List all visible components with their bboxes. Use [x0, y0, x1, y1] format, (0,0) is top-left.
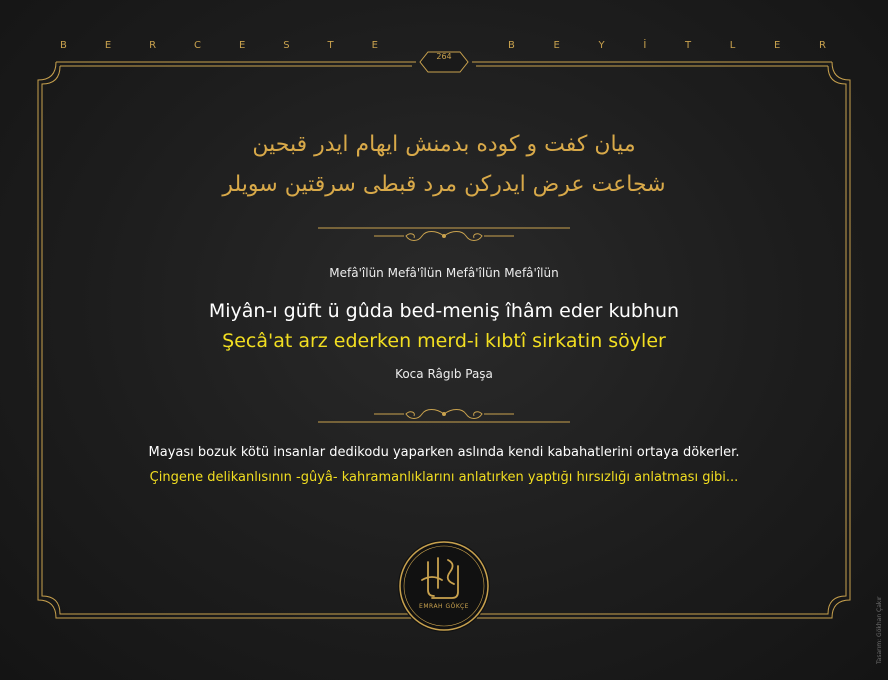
title-letter: L — [729, 40, 738, 51]
title-letter: T — [327, 40, 336, 51]
designer-credit: Tasarım: Gökhan Çakır — [876, 596, 883, 664]
title-letter: R — [818, 40, 828, 51]
calligraphy-logo — [398, 540, 490, 632]
verse-transliteration-line-2: Şecâ'at arz ederken merd-i kıbtî sirkatin söyler — [222, 330, 666, 352]
series-title-left — [60, 40, 380, 51]
poet-name: Koca Râgıb Paşa — [395, 367, 493, 381]
divider-ornament — [318, 224, 570, 248]
title-letter: E — [104, 40, 114, 51]
title-letter: E — [773, 40, 783, 51]
divider-ornament — [318, 402, 570, 426]
calligraphy-seal-icon — [398, 540, 490, 632]
couplet-number-badge: 264 — [436, 52, 452, 61]
meter-text: Mefâ'îlün Mefâ'îlün Mefâ'îlün Mefâ'îlün — [329, 266, 559, 280]
title-letter: B — [60, 40, 69, 51]
title-letter: Y — [598, 40, 607, 51]
ottoman-verse-line-2: شجاعت عرض ایدرکن مرد قبطی سرقتین سویلر — [222, 172, 666, 197]
meaning-line-2: Çingene delikanlısının -gûyâ- kahramanlıklarını anlatırken yaptığı hırsızlığı anlatması gibi... — [149, 470, 739, 485]
logo-label: EMRAH GÖKÇE — [419, 603, 469, 610]
title-letter: E — [371, 40, 380, 51]
title-letter: S — [283, 40, 292, 51]
title-letter: C — [194, 40, 203, 51]
title-letter: B — [508, 40, 517, 51]
title-letter: E — [553, 40, 562, 51]
ottoman-verse-line-1: میان کفت و کوده بدمنش ایهام ایدر قبحین — [252, 132, 636, 157]
series-title-right — [508, 40, 828, 51]
title-letter: E — [238, 40, 248, 51]
meaning-line-1: Mayası bozuk kötü insanlar dedikodu yaparken aslında kendi kabahatlerini ortaya dökerler. — [148, 445, 740, 460]
title-letter: İ — [643, 40, 649, 51]
verse-transliteration-line-1: Miyân-ı güft ü gûda bed-meniş îhâm eder kubhun — [208, 300, 680, 322]
title-letter: T — [684, 40, 694, 51]
title-letter: R — [149, 40, 159, 51]
